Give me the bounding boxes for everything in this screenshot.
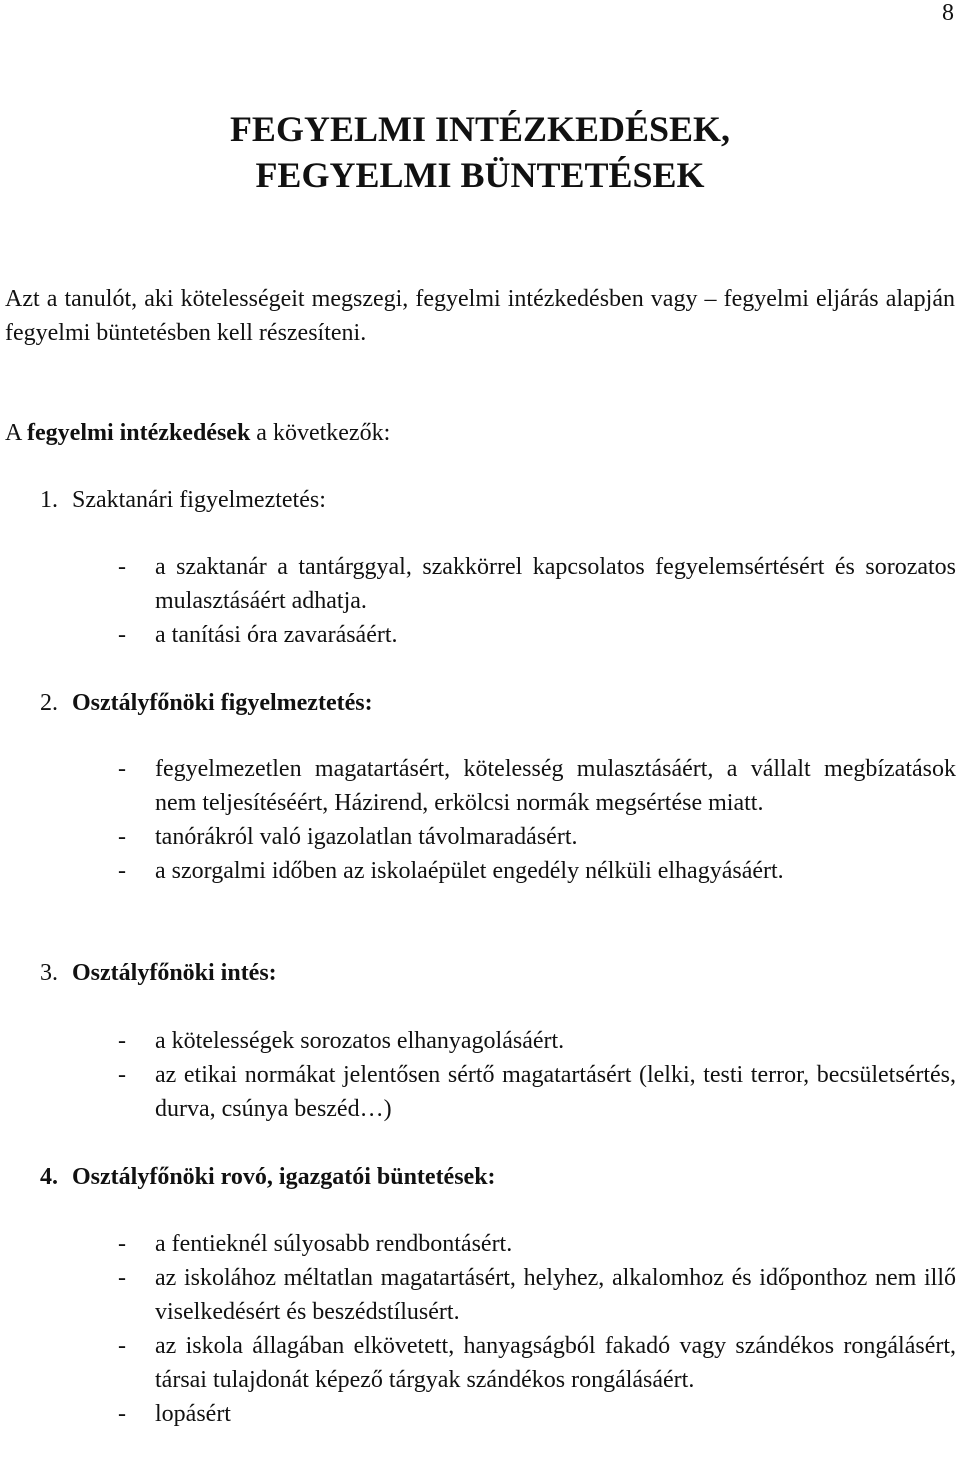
list-item bbox=[118, 1261, 956, 1329]
list-item-text: az iskolához méltatlan magatartásért, helyhez, alkalomhoz és időponthoz nem illő viselkedésért és beszédstílusért. bbox=[155, 1265, 956, 1325]
list-item-text: tanórákról való igazolatlan távolmaradásért. bbox=[155, 824, 578, 850]
bullet-dash: - bbox=[118, 1062, 126, 1088]
lead-sentence bbox=[5, 416, 390, 450]
bullet-dash: - bbox=[118, 554, 126, 580]
list-item-text: az iskola állagában elkövetett, hanyagságból fakadó vagy szándékos rongálásért, társai tulajdonát képező tárgyak szándékos rongálásáért. bbox=[155, 1333, 956, 1393]
list-item-text: a szaktanár a tantárggyal, szakkörrel kapcsolatos fegyelemsértésért és sorozatos mulasztásáért adhatja. bbox=[155, 554, 956, 614]
page-number: 8 bbox=[942, 0, 954, 26]
section-2-number: 2. bbox=[40, 690, 58, 716]
bullet-dash: - bbox=[118, 1028, 126, 1054]
page-title-line-1: FEGYELMI INTÉZKEDÉSEK, bbox=[229, 109, 731, 149]
section-1-list bbox=[118, 550, 956, 652]
lead-suffix: a következők: bbox=[250, 420, 391, 446]
section-4-heading bbox=[40, 1160, 496, 1194]
section-4-list bbox=[118, 1227, 956, 1431]
list-item bbox=[118, 752, 956, 820]
list-item-text: a fentieknél súlyosabb rendbontásért. bbox=[155, 1231, 513, 1257]
list-item-text: a szorgalmi időben az iskolaépület engedély nélküli elhagyásáért. bbox=[155, 858, 784, 884]
bullet-dash: - bbox=[118, 622, 126, 648]
section-3-title: Osztályfőnöki intés: bbox=[72, 960, 277, 986]
page-title-line-2: FEGYELMI BÜNTETÉSEK bbox=[255, 155, 705, 195]
section-4-number: 4. bbox=[40, 1164, 58, 1190]
list-item-text: fegyelmezetlen magatartásért, kötelesség mulasztásáért, a vállalt megbízatások nem teljesítéséért, Házirend, erkölcsi normák megsértése miatt. bbox=[155, 756, 956, 816]
lead-bold: fegyelmi intézkedések bbox=[27, 420, 251, 446]
section-2-heading bbox=[40, 686, 373, 720]
list-item-text: lopásért bbox=[155, 1401, 231, 1427]
bullet-dash: - bbox=[118, 1265, 126, 1291]
intro-paragraph: Azt a tanulót, aki kötelességeit megszegi, fegyelmi intézkedésben vagy – fegyelmi eljárás alapján fegyelmi büntetésben kell részesíteni. bbox=[5, 286, 955, 346]
bullet-dash: - bbox=[118, 824, 126, 850]
list-item bbox=[118, 820, 956, 854]
bullet-dash: - bbox=[118, 1231, 126, 1257]
list-item bbox=[118, 1329, 956, 1397]
list-item bbox=[118, 618, 956, 652]
bullet-dash: - bbox=[118, 756, 126, 782]
section-3-list bbox=[118, 1024, 956, 1126]
section-1-title: Szaktanári figyelmeztetés: bbox=[72, 487, 326, 513]
section-4-title: Osztályfőnöki rovó, igazgatói büntetések: bbox=[72, 1164, 496, 1190]
section-2-list bbox=[118, 752, 956, 888]
list-item bbox=[118, 1227, 956, 1261]
section-3-heading bbox=[40, 956, 277, 990]
page-title bbox=[0, 106, 960, 198]
list-item bbox=[118, 550, 956, 618]
list-item bbox=[118, 854, 956, 888]
section-3-number: 3. bbox=[40, 960, 58, 986]
section-1-heading bbox=[40, 483, 326, 517]
bullet-dash: - bbox=[118, 858, 126, 884]
section-2-title: Osztályfőnöki figyelmeztetés: bbox=[72, 690, 373, 716]
list-item-text: az etikai normákat jelentősen sértő magatartásért (lelki, testi terror, becsületsértés, durva, csúnya beszéd…) bbox=[155, 1062, 956, 1122]
lead-prefix: A bbox=[5, 420, 28, 446]
list-item bbox=[118, 1397, 956, 1431]
list-item-text: a kötelességek sorozatos elhanyagolásáért. bbox=[155, 1028, 565, 1054]
list-item-text: a tanítási óra zavarásáért. bbox=[155, 622, 398, 648]
section-1-number: 1. bbox=[40, 487, 58, 513]
list-item bbox=[118, 1058, 956, 1126]
list-item bbox=[118, 1024, 956, 1058]
bullet-dash: - bbox=[118, 1333, 126, 1359]
bullet-dash: - bbox=[118, 1401, 126, 1427]
